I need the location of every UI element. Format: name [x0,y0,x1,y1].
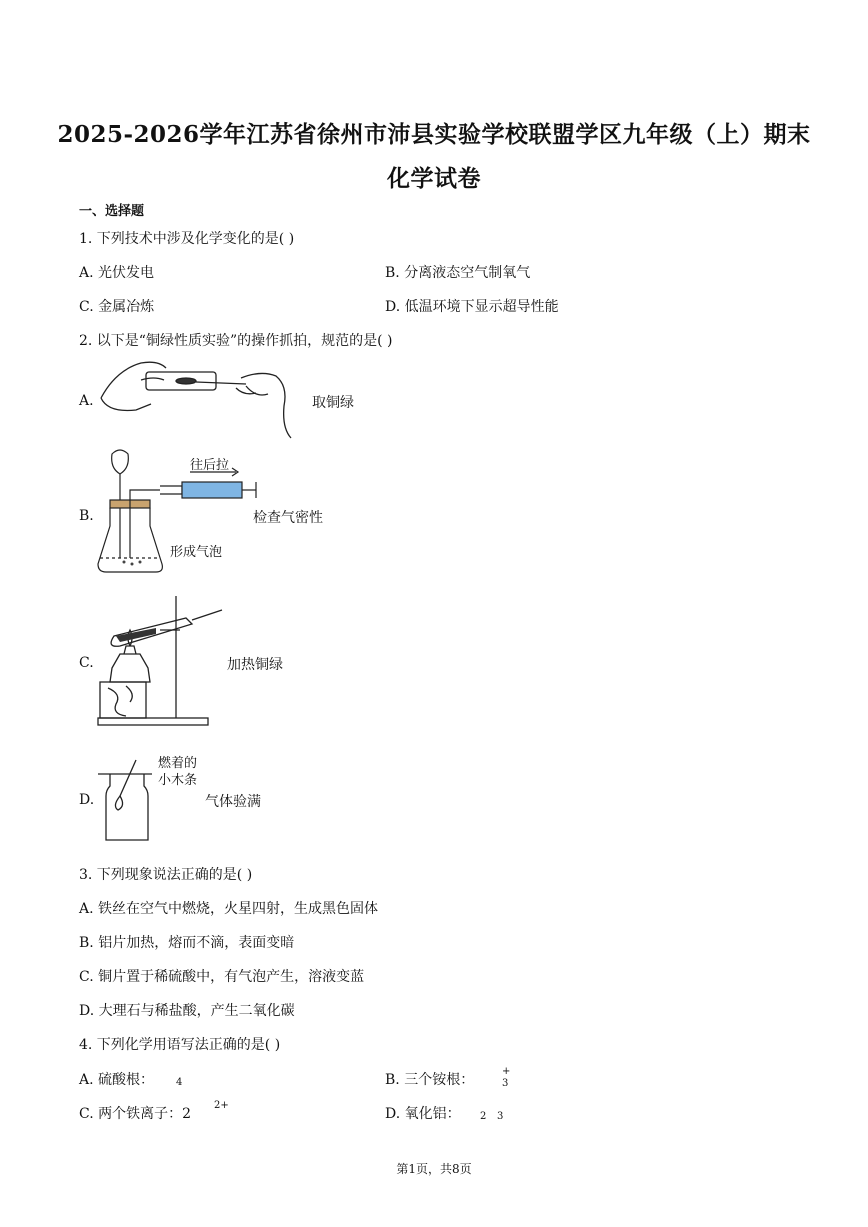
q1-option-c: C. 金属冶炼 [79,299,155,315]
q4-stem: 4. 下列化学用语写法正确的是( ) [79,1037,281,1053]
q2-d-label-line2: 小木条 [158,773,198,788]
q4-c-superscript: 2+ [214,1100,229,1111]
q4-b-superscript: + [502,1066,511,1077]
q1-option-b: B. 分离液态空气制氧气 [385,265,531,281]
q4-d-subscript-1: 2 [480,1111,487,1122]
q2-d-label-line1: 燃着的 [158,756,198,771]
q1-stem: 1. 下列技术中涉及化学变化的是( ) [79,231,295,247]
q4-option-b: B. 三个铵根： [385,1072,475,1088]
figure-take-copper-green [96,358,306,440]
q1-option-a: A. 光伏发电 [79,265,155,281]
q4-b-subscript: 3 [502,1078,509,1089]
page-footer: 第1页，共8页 [396,1162,472,1176]
q4-d-subscript-2: 3 [497,1111,504,1122]
q2-option-a-caption: 取铜绿 [312,395,354,411]
q3-option-c: C. 铜片置于稀硫酸中，有气泡产生，溶液变蓝 [79,969,365,985]
q4-option-c: C. 两个铁离子：2 [79,1106,192,1122]
q4-option-d: D. 氧化铝： [385,1106,461,1122]
q2-stem: 2. 以下是“铜绿性质实验”的操作抓拍，规范的是( ) [79,333,393,349]
q2-option-d-letter: D. [79,792,95,808]
figure-gas-full-test [96,756,156,846]
doc-title-line1: 2025-2026学年江苏省徐州市沛县实验学校联盟学区九年级（上）期末 [57,121,811,148]
q2-b-label-pull-back: 往后拉 [190,458,230,473]
q2-option-a-letter: A. [79,393,94,409]
q4-option-a: A. 硫酸根： [79,1072,155,1088]
q3-stem: 3. 下列现象说法正确的是( ) [79,867,253,883]
q3-option-a: A. 铁丝在空气中燃烧，火星四射，生成黑色固体 [79,901,379,917]
q2-option-b-letter: B. [79,508,94,524]
q2-option-d-caption: 气体验满 [205,794,261,810]
q2-option-c-caption: 加热铜绿 [227,657,283,673]
section-heading: 一、选择题 [79,204,145,219]
q2-b-label-bubble: 形成气泡 [170,545,223,560]
q1-option-d: D. 低温环境下显示超导性能 [385,299,559,315]
doc-title-line2: 化学试卷 [387,165,481,192]
q2-option-b-caption: 检查气密性 [253,510,323,526]
q4-a-subscript: 4 [176,1077,183,1088]
q3-option-b: B. 铝片加热，熔而不滴，表面变暗 [79,935,295,951]
figure-heat-copper-green [96,590,226,730]
q2-option-c-letter: C. [79,655,94,671]
q3-option-d: D. 大理石与稀盐酸，产生二氧化碳 [79,1003,295,1019]
